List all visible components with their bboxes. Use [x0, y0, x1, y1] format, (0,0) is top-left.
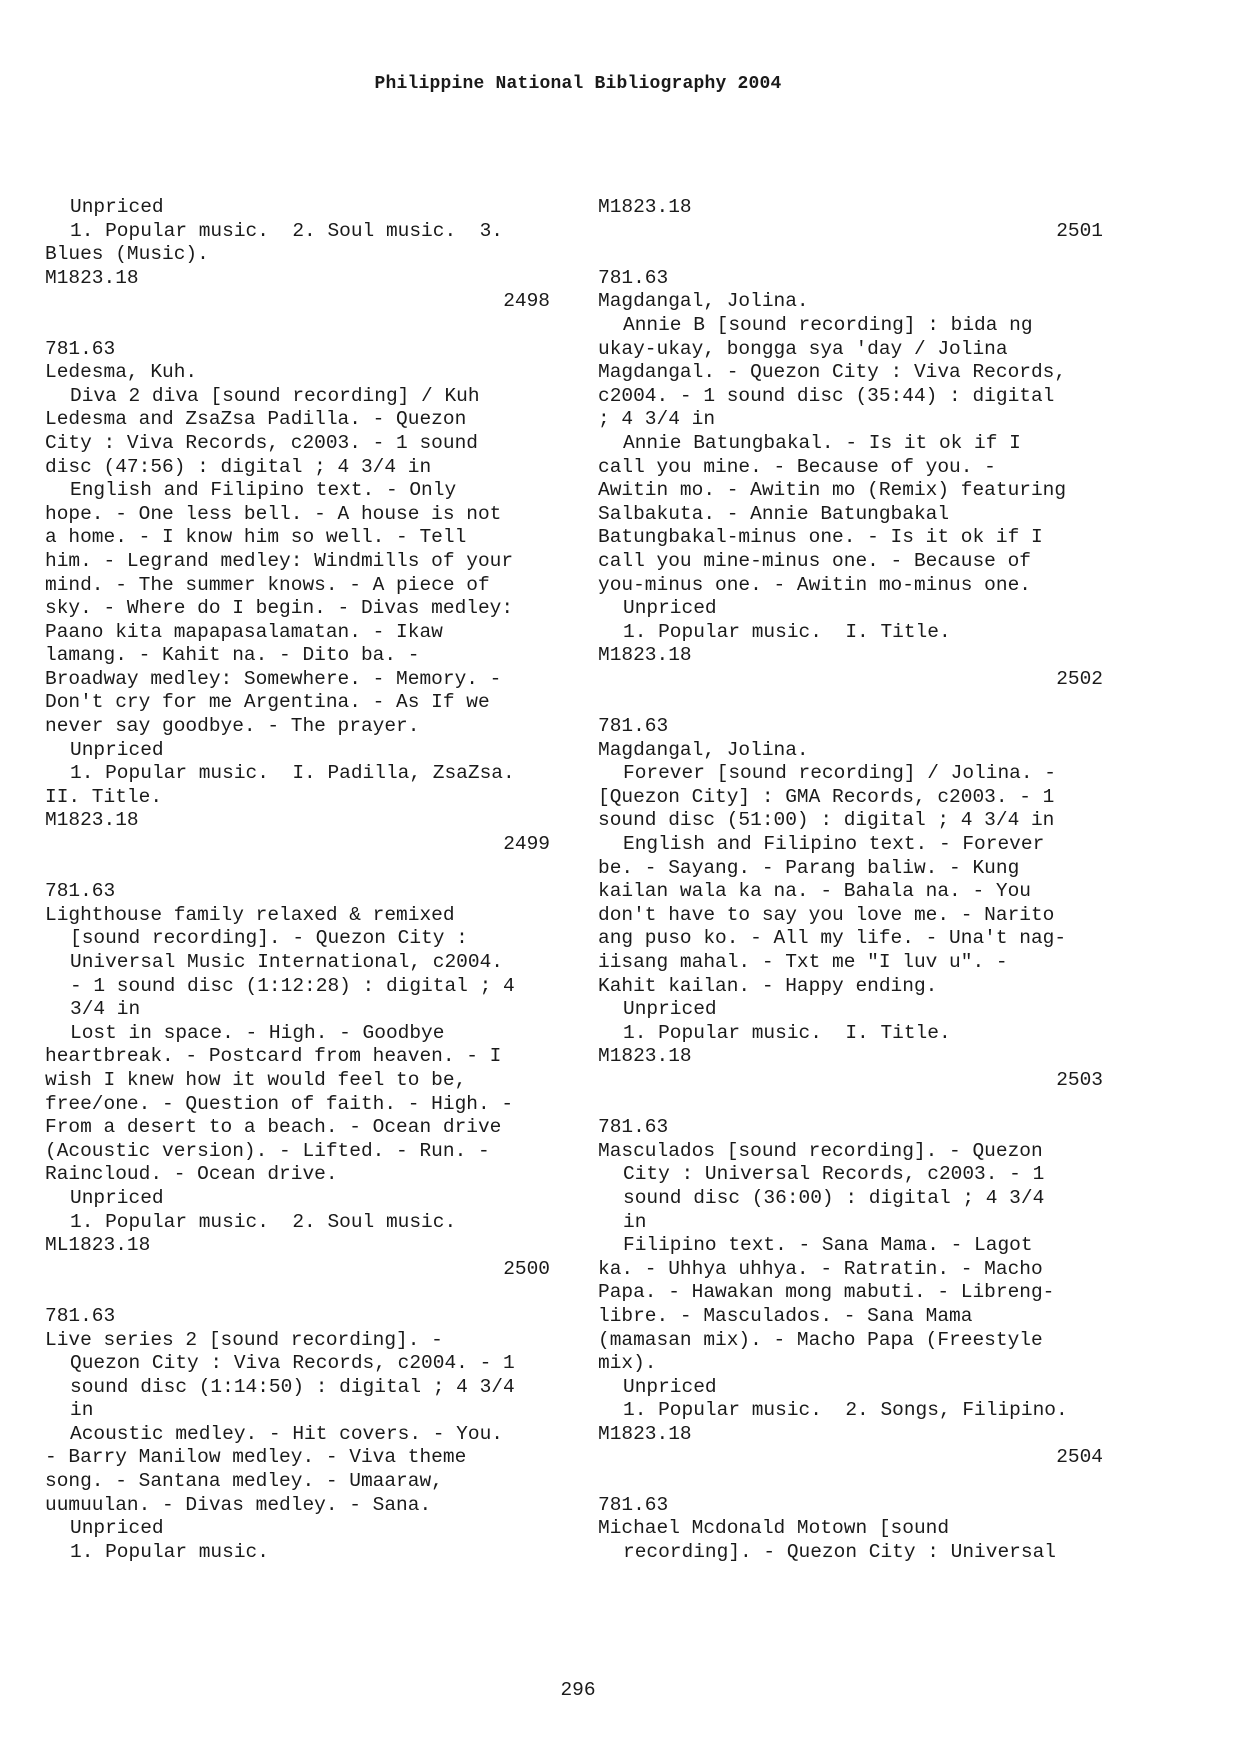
text-line: iisang mahal. - Txt me "I luv u". -: [598, 951, 1008, 973]
text-line: mix).: [598, 1352, 657, 1375]
text-line: Universal Music International, c2004.: [70, 951, 503, 973]
text-line: Diva 2 diva [sound recording] / Kuh: [70, 384, 480, 407]
text-line: 1. Popular music. 2. Songs, Filipino.: [623, 1399, 1068, 1422]
text-line: ; 4 3/4 in: [598, 408, 716, 431]
text-line: disc (47:56) : digital ; 4 3/4 in: [45, 455, 432, 478]
text-line: Magdangal. - Quezon City : Viva Records,: [598, 361, 1067, 384]
text-line: M1823.18: [598, 1422, 692, 1445]
text-line: - 1 sound disc (1:12:28) : digital ; 4: [70, 974, 515, 997]
text-line: - Barry Manilow medley. - Viva theme: [45, 1446, 467, 1469]
text-line: City : Universal Records, c2003. - 1: [623, 1163, 1045, 1186]
text-line: 781.63: [45, 880, 116, 903]
text-line: M1823.18: [598, 1045, 692, 1068]
text-line: kailan wala ka na. - Bahala na. - You: [598, 880, 1031, 903]
text-line: Unpriced: [70, 1186, 164, 1209]
blank-line: [45, 314, 550, 338]
text-line: M1823.18: [598, 644, 692, 667]
left-column: [45, 196, 550, 1564]
text-line: [sound recording]. - Quezon City :: [70, 927, 468, 950]
text-line: Lighthouse family relaxed & remixed: [45, 903, 455, 926]
text-line: ML1823.18: [45, 1234, 151, 1257]
text-line: a home. - I know him so well. - Tell: [45, 526, 467, 549]
text-line: 781.63: [45, 1304, 116, 1327]
text-line: 1. Popular music. I. Title.: [623, 620, 951, 643]
entry-number: 2504: [1056, 1446, 1103, 1469]
page-title: Philippine National Bibliography 2004: [374, 74, 782, 94]
text-line: him. - Legrand medley: Windmills of your: [45, 549, 514, 572]
entry-number: 2498: [503, 290, 550, 313]
blank-line: [598, 1470, 1103, 1494]
blank-line: [45, 1281, 550, 1305]
text-line: never say goodbye. - The prayer.: [45, 715, 420, 738]
text-line: hope. - One less bell. - A house is not: [45, 502, 502, 525]
text-line: Lost in space. - High. - Goodbye: [70, 1021, 445, 1044]
text-line: uumuulan. - Divas medley. - Sana.: [45, 1493, 432, 1516]
text-line: (Acoustic version). - Lifted. - Run. -: [45, 1139, 490, 1162]
text-line: Forever [sound recording] / Jolina. -: [623, 762, 1056, 785]
text-line: Annie Batungbakal. - Is it ok if I: [623, 431, 1021, 454]
text-line: libre. - Masculados. - Sana Mama: [598, 1304, 973, 1327]
text-line: 781.63: [598, 715, 669, 738]
text-line: Unpriced: [623, 998, 717, 1021]
text-line: 1. Popular music.: [70, 1540, 269, 1563]
text-line: Ledesma and ZsaZsa Padilla. - Quezon: [45, 408, 467, 431]
text-line: Awitin mo. - Awitin mo (Remix) featuring: [598, 479, 1067, 502]
text-line: 781.63: [598, 1116, 669, 1139]
text-line: Paano kita mapapasalamatan. - Ikaw: [45, 620, 443, 643]
entry-number: 2503: [1056, 1068, 1103, 1091]
entry-number: 2500: [503, 1257, 550, 1280]
text-line: Don't cry for me Argentina. - As If we: [45, 691, 490, 714]
text-line: 781.63: [598, 1493, 669, 1516]
text-line: 781.63: [45, 337, 116, 360]
text-line: Batungbakal-minus one. - Is it ok if I: [598, 526, 1043, 549]
text-line: (mamasan mix). - Macho Papa (Freestyle: [598, 1328, 1043, 1351]
text-line: mind. - The summer knows. - A piece of: [45, 573, 490, 596]
text-line: English and Filipino text. - Forever: [623, 833, 1045, 856]
text-line: Unpriced: [70, 738, 164, 761]
text-line: Live series 2 [sound recording]. -: [45, 1328, 443, 1351]
text-line: Unpriced: [623, 597, 717, 620]
text-line: Masculados [sound recording]. - Quezon: [598, 1139, 1043, 1162]
text-line: 781.63: [598, 266, 669, 289]
text-line: don't have to say you love me. - Narito: [598, 903, 1055, 926]
text-line: ukay-ukay, bongga sya 'day / Jolina: [598, 337, 1008, 360]
text-line: be. - Sayang. - Parang baliw. - Kung: [598, 856, 1020, 879]
text-line: M1823.18: [45, 809, 139, 832]
text-line: Kahit kailan. - Happy ending.: [598, 974, 938, 997]
text-line: 1. Popular music. 2. Soul music. 3.: [70, 219, 503, 242]
text-line: song. - Santana medley. - Umaaraw,: [45, 1470, 443, 1493]
text-line: 1. Popular music. I. Padilla, ZsaZsa.: [70, 762, 515, 785]
text-line: City : Viva Records, c2003. - 1 sound: [45, 431, 478, 454]
text-line: Annie B [sound recording] : bida ng: [623, 313, 1033, 336]
text-line: 1. Popular music. I. Title.: [623, 1021, 951, 1044]
text-line: Michael Mcdonald Motown [sound: [598, 1517, 950, 1540]
text-line: Broadway medley: Somewhere. - Memory. -: [45, 667, 502, 690]
blank-line: [598, 691, 1103, 715]
text-line: English and Filipino text. - Only: [70, 479, 457, 502]
text-line: Unpriced: [70, 1517, 164, 1540]
text-line: call you mine. - Because of you. -: [598, 455, 996, 478]
text-line: wish I knew how it would feel to be,: [45, 1068, 467, 1091]
text-line: call you mine-minus one. - Because of: [598, 549, 1031, 572]
text-line: 3/4 in: [70, 998, 141, 1021]
text-line: Unpriced: [70, 196, 164, 218]
text-line: Filipino text. - Sana Mama. - Lagot: [623, 1234, 1033, 1257]
text-line: ka. - Uhhya uhhya. - Ratratin. - Macho: [598, 1257, 1043, 1280]
text-line: M1823.18: [45, 266, 139, 289]
text-line: lamang. - Kahit na. - Dito ba. -: [45, 644, 420, 667]
text-line: II. Title.: [45, 785, 163, 808]
text-line: c2004. - 1 sound disc (35:44) : digital: [598, 384, 1055, 407]
text-line: sound disc (51:00) : digital ; 4 3/4 in: [598, 809, 1055, 832]
blank-line: [45, 857, 550, 881]
text-line: Unpriced: [623, 1375, 717, 1398]
text-line: in: [70, 1399, 94, 1422]
entry-number: 2501: [1056, 219, 1103, 242]
text-line: sound disc (1:14:50) : digital ; 4 3/4: [70, 1375, 515, 1398]
text-line: in: [623, 1210, 647, 1233]
text-line: free/one. - Question of faith. - High. -: [45, 1092, 514, 1115]
blank-line: [598, 1093, 1103, 1117]
text-line: heartbreak. - Postcard from heaven. - I: [45, 1045, 502, 1068]
text-line: M1823.18: [598, 196, 692, 218]
text-line: Salbakuta. - Annie Batungbakal: [598, 502, 950, 525]
entry-number: 2502: [1056, 667, 1103, 690]
blank-line: [598, 243, 1103, 267]
entry-number: 2499: [503, 833, 550, 856]
text-line: Acoustic medley. - Hit covers. - You.: [70, 1422, 503, 1445]
text-line: Raincloud. - Ocean drive.: [45, 1163, 338, 1186]
text-line: Ledesma, Kuh.: [45, 361, 198, 384]
text-line: From a desert to a beach. - Ocean drive: [45, 1116, 502, 1139]
text-line: Magdangal, Jolina.: [598, 738, 809, 761]
text-line: Blues (Music).: [45, 243, 209, 266]
right-column: [598, 196, 1103, 1564]
text-line: ang puso ko. - All my life. - Una't nag-: [598, 927, 1067, 950]
text-line: recording]. - Quezon City : Universal: [623, 1540, 1056, 1563]
text-line: Magdangal, Jolina.: [598, 290, 809, 313]
text-line: sound disc (36:00) : digital ; 4 3/4: [623, 1186, 1045, 1209]
text-line: [Quezon City] : GMA Records, c2003. - 1: [598, 785, 1055, 808]
text-line: you-minus one. - Awitin mo-minus one.: [598, 573, 1031, 596]
text-line: Papa. - Hawakan mong mabuti. - Libreng-: [598, 1281, 1055, 1304]
text-line: sky. - Where do I begin. - Divas medley:: [45, 597, 514, 620]
text-line: Quezon City : Viva Records, c2004. - 1: [70, 1352, 515, 1375]
page-number: 296: [560, 1679, 596, 1701]
text-line: 1. Popular music. 2. Soul music.: [70, 1210, 457, 1233]
